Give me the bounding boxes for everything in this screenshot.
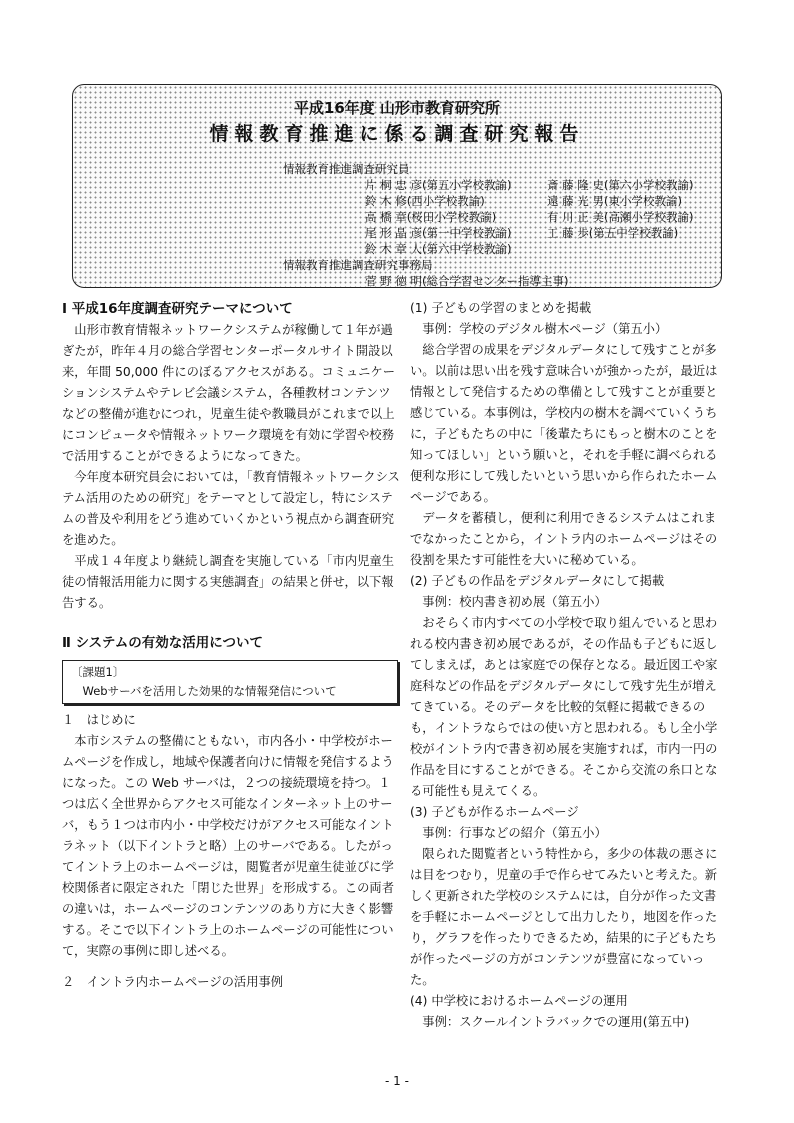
section2-heading: Ⅱ システムの有効な活用について (62, 635, 263, 651)
report-header-box (72, 84, 722, 288)
section1-paragraph: 山形市教育情報ネットワークシステムが稼働して１年が過ぎたが，昨年４月の総合学習センターポータルサイト開設以来，年間 50,000 件にのぼるアクセスがある。コミュニケーションシステムやテレビ会議システム，各種教材コンテンツなどの整備が進むにつれ，児童生徒や教職員がこれまで以上にコンピュータや情報ネットワーク環境を有効に学習や校務で活用することができるようになってきた。 (62, 323, 396, 463)
task-box (62, 660, 398, 704)
member-right: 工 藤 歩(第五中学校教諭) (547, 226, 679, 240)
case-heading: (1) 子どもの学習のまとめを掲載 (410, 301, 592, 315)
report-title-line2: 情報教育推進に係る調査研究報告 (209, 123, 585, 145)
task-text: Webサーバを活用した効果的な情報発信について (82, 684, 337, 698)
case-heading: (4) 中学校におけるホームページの運用 (410, 994, 628, 1008)
section1-heading: Ⅰ 平成16年度調査研究テーマについて (62, 301, 293, 317)
case-heading: (3) 子どもが作るホームページ (410, 805, 579, 819)
secretariat-label: 情報教育推進調査研究事務局 (283, 258, 433, 272)
secretariat-member: 菅 野 徳 明(総合学習センター指導主事) (365, 274, 569, 288)
section1-paragraph: 平成１４年度より継続し調査を実施している「市内児童生徒の情報活用能力に関する実態調査」の結果と併せ，以下報告する。 (62, 554, 395, 610)
member-right: 遠 藤 光 男(東小学校教諭) (547, 194, 682, 208)
subsection-paragraph: 本市システムの整備にともない，市内各小・中学校がホームページを作成し，地域や保護者向けに情報を発信するようになった。この Web サーバは，２つの接続環境を持つ。１つは広く全世界からアクセス可能なインターネット上のサーバ，もう１つは市内小・中学校だけがアクセス可能なイントラネット（以下イントラと略）上のサーバである。したがってイントラ上のホームページは，閲覧者が児童生徒並びに学校関係者に限定された「閉じた世界」を形成する。この両者の違いは，ホームページのコンテンツのあり方に大きく影響する。そこで以下イントラ上のホームページの可能性について，実際の事例に即し述べる。 (62, 734, 395, 958)
task-label: 〔課題1〕 (71, 665, 125, 679)
case-example: 事例：スクールイントラバックでの運用(第五中) (422, 1015, 690, 1029)
right-column (410, 298, 728, 1033)
member-left: 高 橋 章(桜田小学校教諭) (365, 210, 497, 224)
case-paragraph: 総合学習の成果をデジタルデータにして残すことが多い。以前は思い出を残す意味合いが強かったが，最近は情報として発信するための準備として残すことが重要と感じている。本事例は，学校内の樹木を調べていくうちに，子どもたちの中に「後輩たちにもっと樹木のことを知ってほしい」という願いと，それを手軽に調べられる便利な形にして残したいという思いから作られたホームページである。 (410, 343, 718, 504)
member-right: 有 川 正 美(高瀬小学校教諭) (547, 210, 694, 224)
case-example: 事例：校内書き初め展（第五小） (422, 595, 607, 609)
member-left: 尾 形 晶 彦(第一中学校教諭) (365, 226, 512, 240)
page-number: - 1 - (385, 1074, 409, 1088)
case-example: 事例：学校のデジタル樹木ページ（第五小） (422, 322, 668, 336)
section1-paragraph: 今年度本研究員会においては，「教育情報ネットワークシステム活用のための研究」をテーマとして設定し，特にシステムの普及や利用をどう進めていくかという視点から調査研究を進めた。 (62, 470, 400, 547)
report-title-line1: 平成16年度 山形市教育研究所 (293, 99, 501, 117)
member-left: 鈴 木 章 人(第六中学校教諭) (365, 242, 512, 256)
member-left: 鈴 木 修(西小学校教諭) (365, 194, 485, 208)
case-heading: (2) 子どもの作品をデジタルデータにして掲載 (410, 574, 665, 588)
left-column (62, 298, 402, 993)
subsection-heading: １ はじめに (62, 713, 136, 727)
member-right: 斎 藤 隆 史(第六小学校教諭) (547, 178, 694, 192)
subsection-heading: ２ イントラ内ホームページの活用事例 (62, 975, 284, 989)
case-paragraph: おそらく市内すべての小学校で取り組んでいると思われる校内書き初め展であるが，その作品も子どもに返してしまえば，あとは家庭での保存となる。最近図工や家庭科などの作品をデジタルデータにして残す先生が増えてきている。そのデータを比較的気軽に掲載できるのも，イントラならではの使い方と思われる。もし全小学校がイントラ内で書き初め展を実施すれば，市内一円の作品を目にすることができる。そこから交流の糸口となる可能性も見えてくる。 (410, 616, 718, 798)
case-example: 事例：行事などの紹介（第五小） (422, 826, 607, 840)
committee-label: 情報教育推進調査研究員 (283, 162, 410, 176)
case-paragraph: 限られた閲覧者という特性から，多少の体裁の悪さには目をつむり，児童の手で作らせてみたいと考えた。新しく更新された学校のシステムには，自分が作った文書を手軽にホームページとして出力したり，地図を作ったり，グラフを作ったりできるため，結果的に子どもたちが作ったページの方がコンテンツが豊富になっていった。 (410, 847, 718, 987)
case-paragraph: データを蓄積し，便利に利用できるシステムはこれまでなかったことから，イントラ内のホームページはその役割を果たす可能性を大いに秘めている。 (410, 511, 718, 567)
member-left: 片 桐 忠 彦(第五小学校教諭) (365, 178, 512, 192)
